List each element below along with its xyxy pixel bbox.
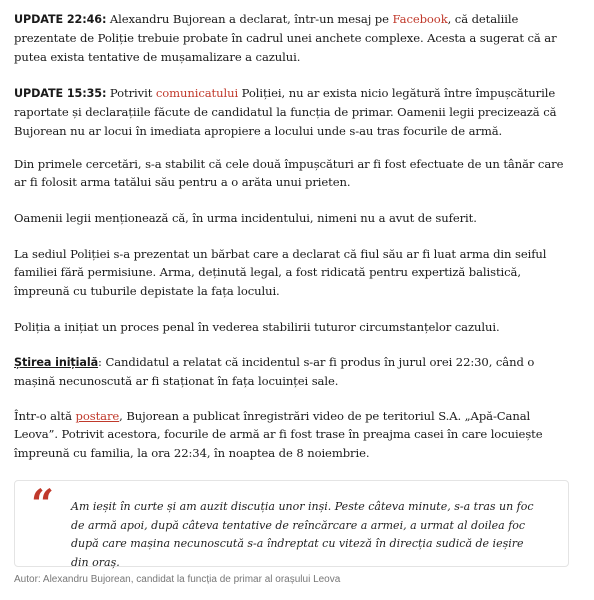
paragraph-initial-news (14, 353, 569, 391)
quote-text: Am ieșit în curte și am auzit discuția unor inși. Peste câteva minute, s-a tras un foc de armă apoi, după câteva tentative de reîncărcare a armei, a urmat al doilea foc după care mașina necunoscută s-a îndreptat cu viteză în direcția sudică de ieșire din oraș. (71, 500, 534, 569)
initial-news-label: Știrea inițială (14, 356, 99, 369)
postare-link[interactable]: postare (75, 409, 120, 423)
paragraph-text: , Bujorean a publicat înregistrări video de pe teritoriul S.A. „Apă-Canal Leova”. Potrivit acestora, focurile de armă ar fi fost trase în preajma casei în care locuiește împreună cu familia, la ora 22:34, în noaptea de 8 noiembrie. (14, 409, 543, 460)
paragraph-video-post (14, 407, 569, 462)
paragraph-no-victims: Oamenii legii menționează că, în urma incidentului, nimeni nu a avut de suferit. (14, 211, 477, 225)
paragraph-police-station: La sediul Poliției s-a prezentat un bărbat care a declarat că fiul său ar fi luat arma din seiful familiei fără permisiune. Arma, deținută legal, a fost ridicată pentru expertiză balistică, împreună cu tuburile depistate la fața locului. (14, 247, 547, 298)
quote-caption: Autor: Alexandru Bujorean, candidat la funcția de primar al orașului Leova (14, 574, 341, 585)
update-paragraph-1535 (14, 84, 569, 140)
paragraph-text: : Candidatul a relatat că incidentul s-ar fi produs în jurul orei 22:30, când o mașină necunoscută ar fi staționat în fața locuinței sale. (14, 355, 535, 389)
quote-mark-icon: “ (31, 481, 55, 528)
blockquote (14, 480, 569, 567)
paragraph-text: , că detaliile prezentate de Poliție trebuie probate în cadrul unei anchete complexe. Acesta a sugerat că ar putea exista tentative de mușamalizare a cazului. (14, 12, 557, 64)
comunicat-link[interactable]: comunicatului (155, 86, 239, 100)
paragraph-investigation: Din primele cercetări, s-a stabilit că cele două împușcături ar fi fost efectuate de un tânăr care ar fi folosit arma tatălui său pentru a o arăta unui prieten. (14, 157, 564, 190)
update-label: UPDATE 22:46: (14, 13, 107, 26)
paragraph-text: Alexandru Bujorean a declarat, într-un mesaj pe (106, 12, 393, 26)
update-paragraph-2246 (14, 10, 569, 66)
paragraph-criminal-case: Poliția a inițiat un proces penal în vederea stabilirii tuturor circumstanțelor cazului. (14, 320, 500, 334)
paragraph-text: Potrivit (106, 86, 156, 100)
update-label: UPDATE 15:35: (14, 87, 107, 100)
paragraph-text: Poliției, nu ar exista nicio legătură între împușcăturile raportate și declarațiile făcute de candidatul la funcția de primar. Oamenii legii precizează că Bujorean nu ar locui în imediata apropiere a locului unde s-au tras focurile de armă. (14, 86, 557, 138)
paragraph-text: Într-o altă (14, 409, 76, 423)
facebook-link[interactable]: Facebook (392, 12, 448, 26)
